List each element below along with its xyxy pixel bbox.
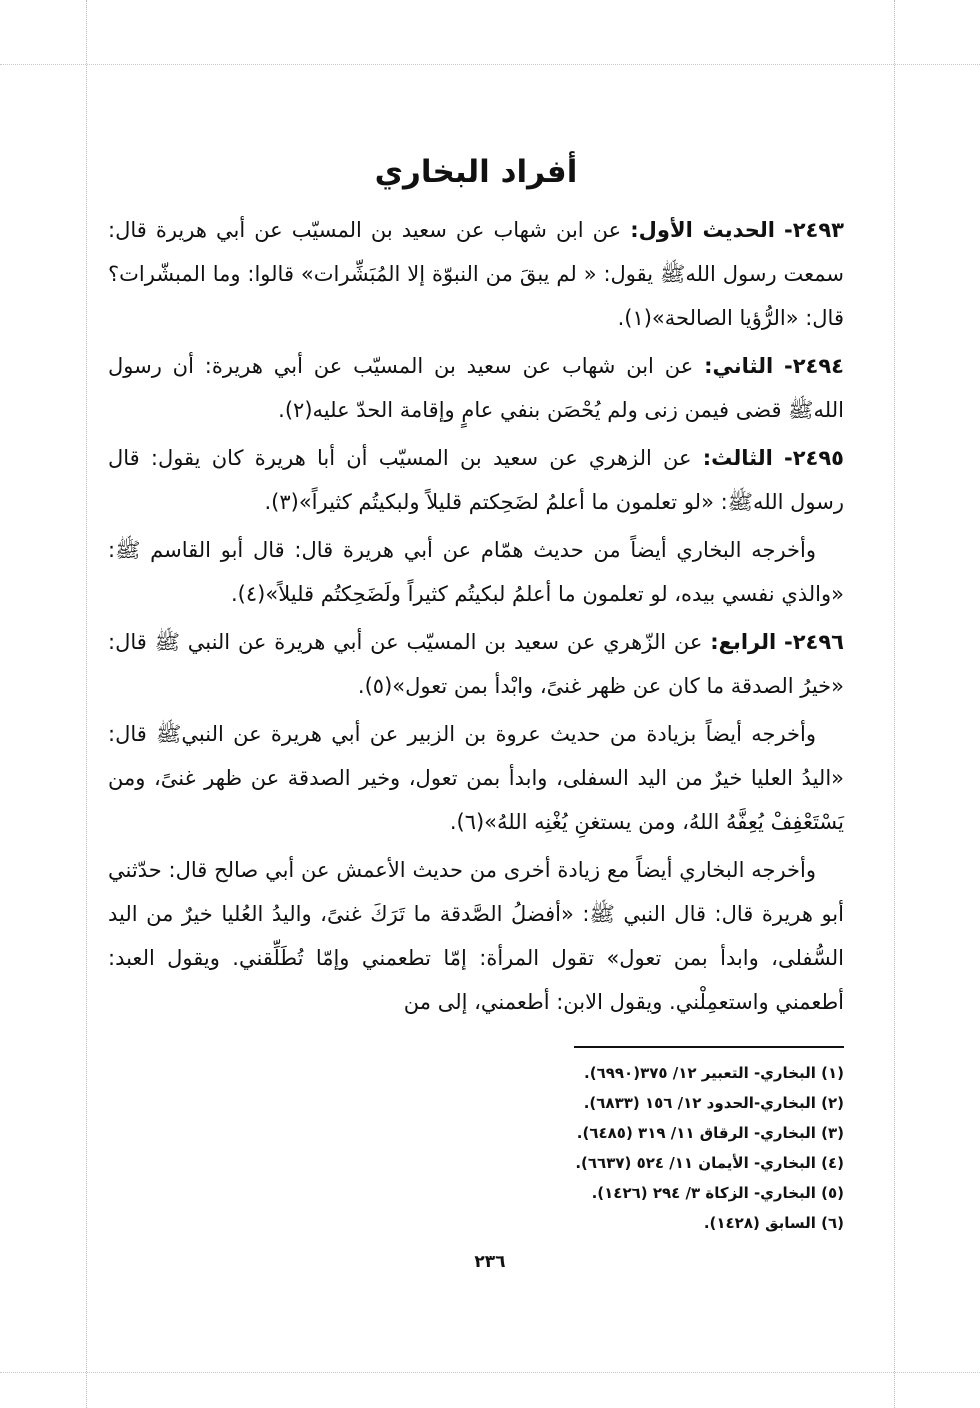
hadith-supplement-2496-b [108,848,844,1024]
hadith-supplement-2495 [108,528,844,616]
footnote-divider [574,1046,844,1048]
footnote-2: (٢) البخاري-الحدود ١٢/ ١٥٦ (٦٨٣٣). [583,1094,844,1112]
footnote-3: (٣) البخاري- الرقاق ١١/ ٣١٩ (٦٤٨٥). [576,1124,844,1142]
page-number: ٢٣٦ [474,1252,506,1272]
hadith-text: عن الزّهري عن سعيد بن المسيّب عن أبي هريرة عن النبي ﷺ قال: «خيرُ الصدقة ما كان عن ظهر غنىً، وابْدأ بمن تعول»(٥). [108,630,844,698]
hadith-number: ٢٤٩٣- [784,218,844,242]
hadith-number: ٢٤٩٦- [784,630,844,654]
footnote-5: (٥) البخاري- الزكاة ٣/ ٢٩٤ (١٤٢٦). [591,1184,844,1202]
scan-border-bottom [0,1372,980,1373]
hadith-entry-2496 [108,620,844,708]
hadith-label: الثاني: [704,354,774,378]
hadith-text: وأخرجه البخاري أيضاً من حديث همّام عن أبي هريرة قال: قال أبو القاسم ﷺ: «والذي نفسي بيده، لو تعلمون ما أعلمُ لبكيتُم كثيراً ولَضَحِكتُم قليلاً»(٤). [108,538,844,606]
hadith-label: الحديث الأول: [630,218,775,242]
hadith-number: ٢٤٩٥- [783,446,844,470]
footnote-1: (١) البخاري- التعبير ١٢/ ٣٧٥(٦٩٩٠). [584,1064,844,1082]
hadith-text: عن الزهري عن سعيد بن المسيّب أن أبا هريرة كان يقول: قال رسول اللهﷺ: «لو تعلمون ما أعلمُ لضَحِكتم قليلاً ولبكيتُم كثيراً»(٣). [108,446,844,514]
hadith-label: الثالث: [702,446,773,470]
hadith-label: الرابع: [710,630,777,654]
hadith-number: ٢٤٩٤- [784,354,844,378]
footnote-6: (٦) السابق (١٤٢٨). [703,1214,844,1232]
hadith-entry-2494 [108,344,844,432]
hadith-entry-2495 [108,436,844,524]
scan-border-left [86,0,87,1408]
hadith-entry-2493 [108,208,844,340]
hadith-text: وأخرجه البخاري أيضاً مع زيادة أخرى من حديث الأعمش عن أبي صالح قال: حدّثني أبو هريرة قال: قال النبي ﷺ: «أفضلُ الصَّدقة ما تَرَكَ غنىً، واليدُ العُليا خيرٌ من اليد السُّفلى، وابدأ بمن تعول» تقول المرأة: إمّا تطعمني وإمّا تُطَلِّقني. ويقول العبد: أطعمني واستعمِلْني. ويقول الابن: أطعمني، إلى من [108,858,844,1014]
hadith-text: عن ابن شهاب عن سعيد بن المسيّب عن أبي هريرة: أن رسول اللهﷺ قضى فيمن زنى ولم يُحْصَن بنفي عامٍ وإقامة الحدّ عليه(٢). [108,354,844,422]
footnotes-list [108,1058,844,1238]
hadith-text: عن ابن شهاب عن سعيد بن المسيّب عن أبي هريرة قال: سمعت رسول اللهﷺ يقول: « لم يبقَ من النبوّة إلا المُبَشِّرات» قالوا: وما المبشّرات؟ قال: «الرُّؤيا الصالحة»(١). [108,218,844,330]
scan-border-top [0,64,980,65]
hadith-text: وأخرجه أيضاً بزيادة من حديث عروة بن الزبير عن أبي هريرة عن النبيﷺ قال: «اليدُ العليا خيرٌ من اليد السفلى، وابدأ بمن تعول، وخير الصدقة عن ظهر غنىً، ومن يَسْتَعْفِفْ يُعِفَّهُ اللهُ، ومن يستغنِ يُغْنِه اللهُ»(٦). [108,722,844,834]
footnote-4: (٤) البخاري- الأيمان ١١/ ٥٢٤ (٦٦٣٧). [575,1154,844,1172]
scan-border-right [894,0,895,1408]
page-title: أفراد البخاري [374,154,578,190]
hadith-supplement-2496-a [108,712,844,844]
book-page [108,150,844,1238]
